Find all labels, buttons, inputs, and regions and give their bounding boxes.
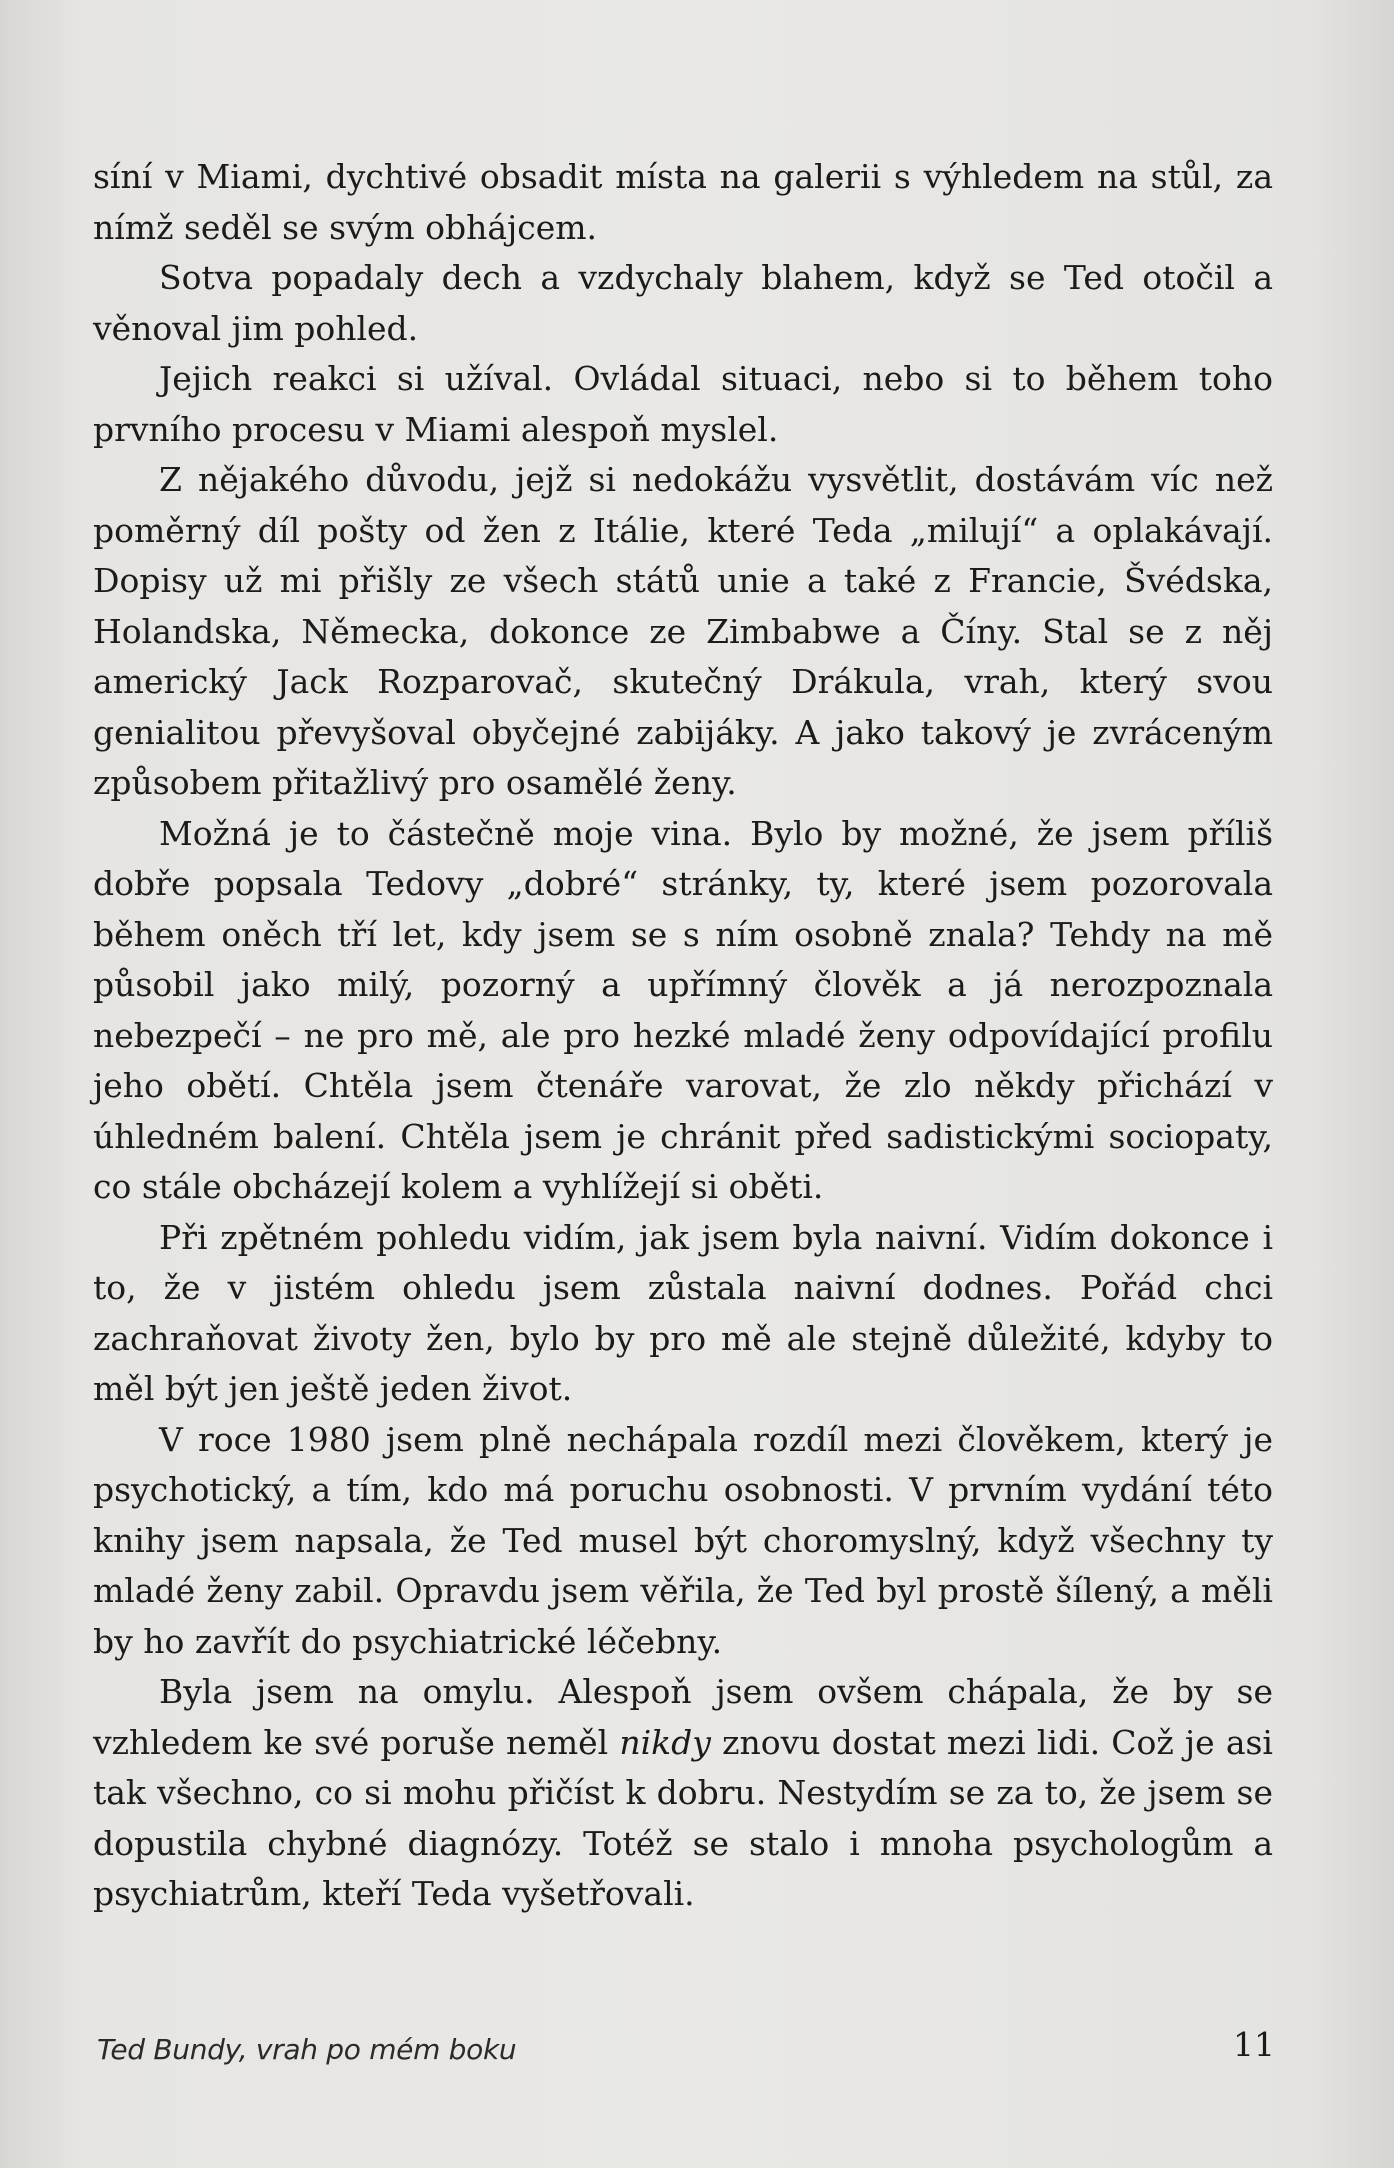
- paragraph-8-after: znovu dostat mezi lidi. Což je asi tak všechno, co si mohu přičíst k dobru. Nestydím se za to, že jsem se dopustila chybné diagnózy. Totéž se stalo i mnoha psychologům a psychiatrům, kteří Teda vyšetřovali.: [93, 1722, 1273, 1913]
- paragraph-6: Při zpětném pohledu vidím, jak jsem byla naivní. Vidím dokonce i to, že v jistém ohledu jsem zůstala naivní dodnes. Pořád chci zachraňovat životy žen, bylo by pro mě ale stejně důležité, kdyby to měl být jen ještě jeden život.: [93, 1217, 1273, 1408]
- body-text: [93, 152, 1273, 1920]
- paragraph-4: Z nějakého důvodu, jejž si nedokážu vysvětlit, dostávám víc než poměrný díl pošty od žen z Itálie, které Teda „milují“ a oplakávají. Dopisy už mi přišly ze všech států unie a také z Francie, Švédska, Holandska, Německa, dokonce ze Zimbabwe a Číny. Stal se z něj americký Jack Rozparovač, skutečný Drákula, vrah, který svou genialitou převyšoval obyčejné zabijáky. A jako takový je zvráceným způsobem přitažlivý pro osamělé ženy.: [93, 460, 1273, 802]
- paragraph-8: [93, 1667, 1273, 1920]
- paragraph-8-emphasis: nikdy: [619, 1722, 711, 1762]
- page-number: 11: [1233, 2025, 1275, 2064]
- running-footer-title: Ted Bundy, vrah po mém boku: [97, 2033, 517, 2066]
- paragraph-7: V roce 1980 jsem plně nechápala rozdíl mezi člověkem, který je psychotický, a tím, kdo má poruchu osobnosti. V prvním vydání této knihy jsem napsala, že Ted musel být choromyslný, když všechny ty mladé ženy zabil. Opravdu jsem věřila, že Ted byl prostě šílený, a měli by ho zavřít do psychiatrické léčebny.: [93, 1419, 1273, 1661]
- paragraph-8-before: Byla jsem na omylu. Alespoň jsem ovšem chápala, že by se vzhledem ke své poruše neměl: [93, 1672, 1273, 1762]
- paragraph-5: Možná je to částečně moje vina. Bylo by možné, že jsem příliš dobře popsala Tedovy „dobré“ stránky, ty, které jsem pozorovala během oněch tří let, kdy jsem se s ním osobně znala? Tehdy na mě působil jako milý, pozorný a upřímný člověk a já nerozpoznala nebezpečí – ne pro mě, ale pro hezké mladé ženy odpovídající profilu jeho obětí. Chtěla jsem čtenáře varovat, že zlo někdy přichází v úhledném balení. Chtěla jsem je chránit před sadistickými sociopaty, co stále obcházejí kolem a vyhlížejí si oběti.: [93, 813, 1273, 1206]
- paragraph-3: Jejich reakci si užíval. Ovládal situaci, nebo si to během toho prvního procesu v Miami alespoň myslel.: [93, 359, 1273, 449]
- paragraph-1: síní v Miami, dychtivé obsadit místa na galerii s výhledem na stůl, za nímž seděl se svým obhájcem.: [93, 157, 1273, 247]
- paragraph-2: Sotva popadaly dech a vzdychaly blahem, když se Ted otočil a věnoval jim pohled.: [93, 258, 1273, 348]
